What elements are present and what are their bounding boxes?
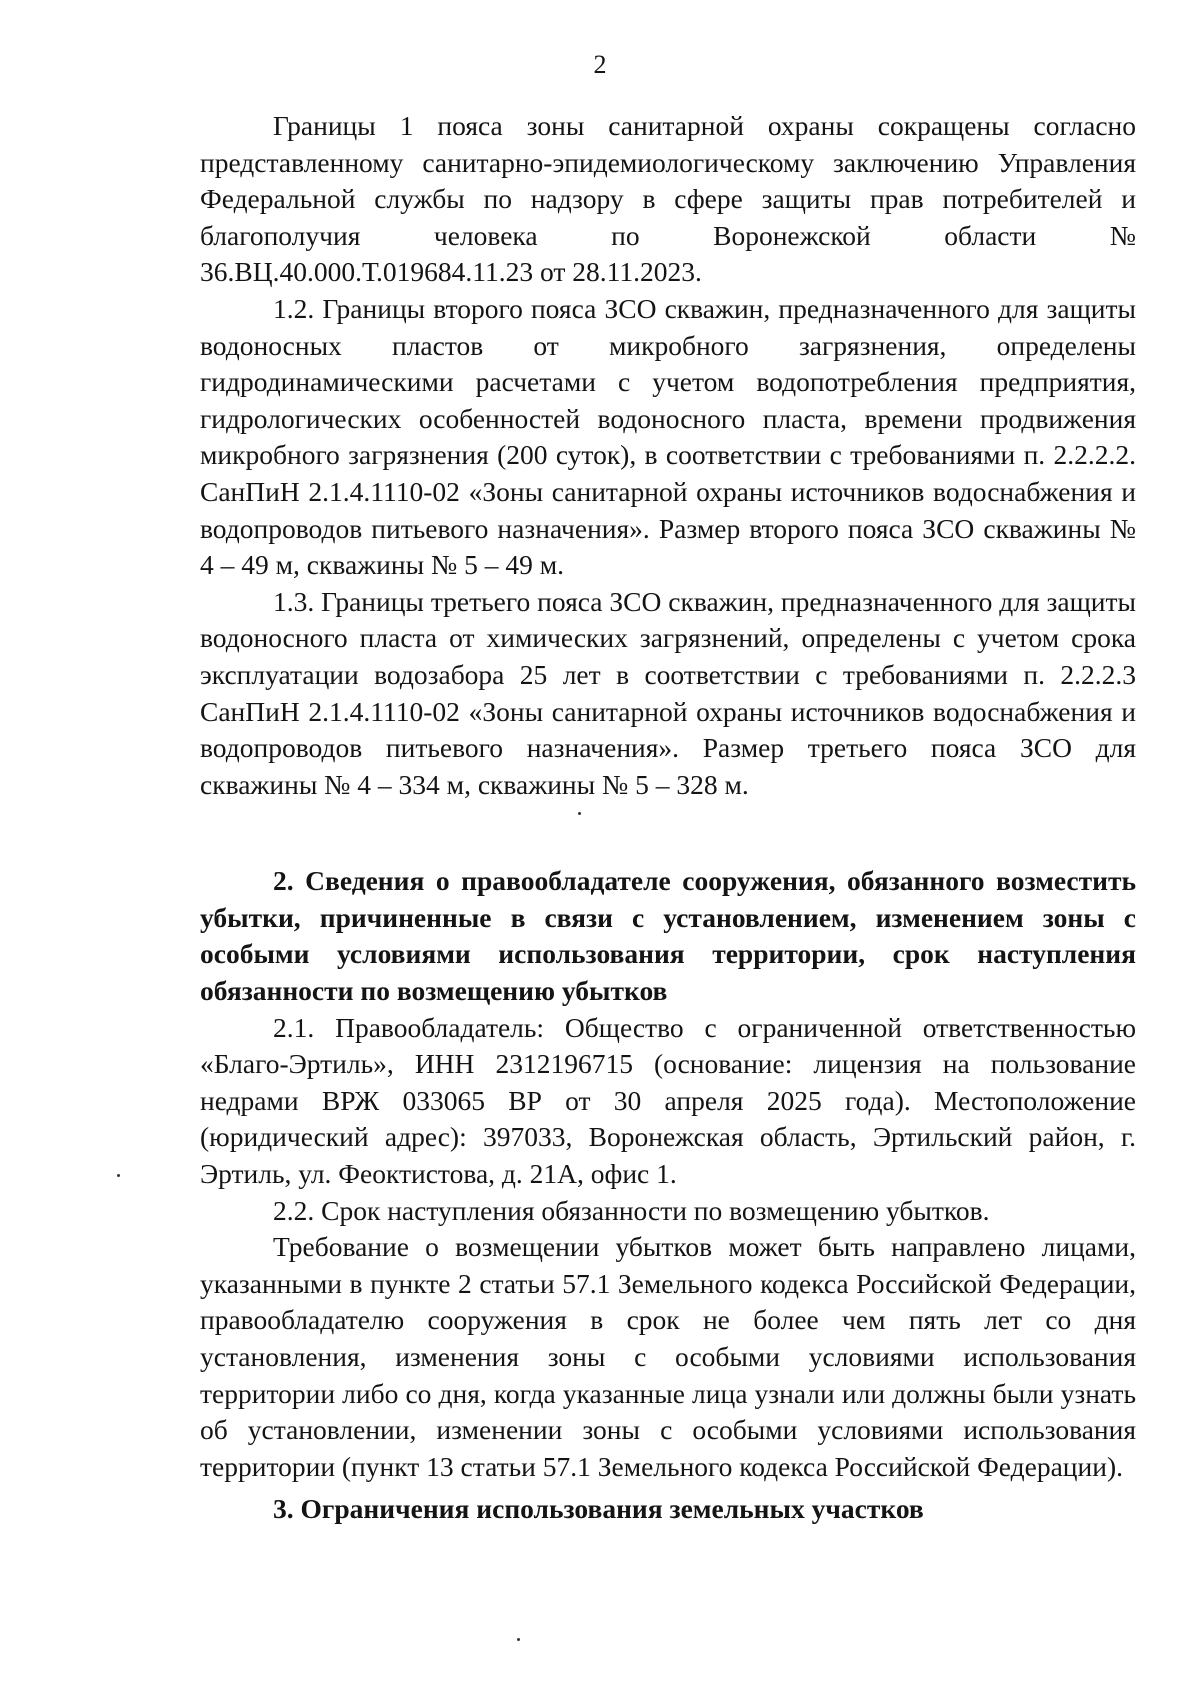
scan-speck (578, 812, 581, 815)
paragraph-2-2-deadline: 2.2. Срок наступления обязанности по возмещению убытков. (273, 1194, 990, 1226)
paragraph-1-3-third-belt: 1.3. Границы третьего пояса ЗСО скважин, предназначенного для защиты водоносного пласта от химических загрязнений, определены с учетом срока эксплуатации водозабора 25 лет в соответствии с требованиями п. 2.2.2.3 СанПиН 2.1.4.1110-02 «Зоны санитарной охраны источников водоснабжения и водопроводов питьевого назначения». Размер третьего пояса ЗСО для скважины № 4 – 334 м, скважины № 5 – 328 м. (200, 585, 1136, 800)
section-2-heading: 2. Сведения о правообладателе сооружения, обязанного возместить убытки, причиненные в связи с установлением, изменением зоны с особыми условиями использования территории, срок наступления обязанности по возмещению убытков (200, 865, 1136, 1007)
paragraph-1-2-second-belt: 1.2. Границы второго пояса ЗСО скважин, предназначенного для защиты водоносных пластов от микробного загрязнения, определены гидродинамическими расчетами с учетом водопотребления предприятия, гидрологических особенностей водоносного пласта, времени продвижения микробного загрязнения (200 суток), в соответствии с требованиями п. 2.2.2.2. СанПиН 2.1.4.1110-02 «Зоны санитарной охраны источников водоснабжения и водопроводов питьевого назначения». Размер второго пояса ЗСО скважины № 4 – 49 м, скважины № 5 – 49 м. (200, 292, 1136, 581)
document-body (200, 108, 1136, 1528)
paragraph-compensation-claim: Требование о возмещении убытков может быть направлено лицами, указанными в пункте 2 статьи 57.1 Земельного кодекса Российской Федерации, правообладателю сооружения в срок не более чем пять лет со дня установления, изменения зоны с особыми условиями использования территории либо со дня, когда указанные лица узнали или должны были узнать об установлении, изменении зоны с особыми условиями использования территории (пункт 13 статьи 57.1 Земельного кодекса Российской Федерации). (200, 1231, 1136, 1482)
section-spacer (200, 803, 1136, 863)
paragraph-zone1-boundaries: Границы 1 пояса зоны санитарной охраны сокращены согласно представленному санитарно-эпидемиологическому заключению Управления Федеральной службы по надзору в сфере защиты прав потребителей и благополучия человека по Воронежской области № 36.ВЦ.40.000.Т.019684.11.23 от 28.11.2023. (200, 110, 1136, 288)
page-number: 2 (593, 50, 607, 79)
section-3-heading: 3. Ограничения использования земельных участков (273, 1493, 924, 1525)
scan-speck (117, 1174, 120, 1177)
paragraph-2-1-rightholder: 2.1. Правообладатель: Общество с ограниченной ответственностью «Благо-Эртиль», ИНН 2312196715 (основание: лицензия на пользование недрами ВРЖ 033065 ВР от 30 апреля 2025 года). Местоположение (юридический адрес): 397033, Воронежская область, Эртильский район, г. Эртиль, ул. Феоктистова, д. 21А, офис 1. (200, 1011, 1136, 1190)
scan-speck (517, 1638, 520, 1641)
